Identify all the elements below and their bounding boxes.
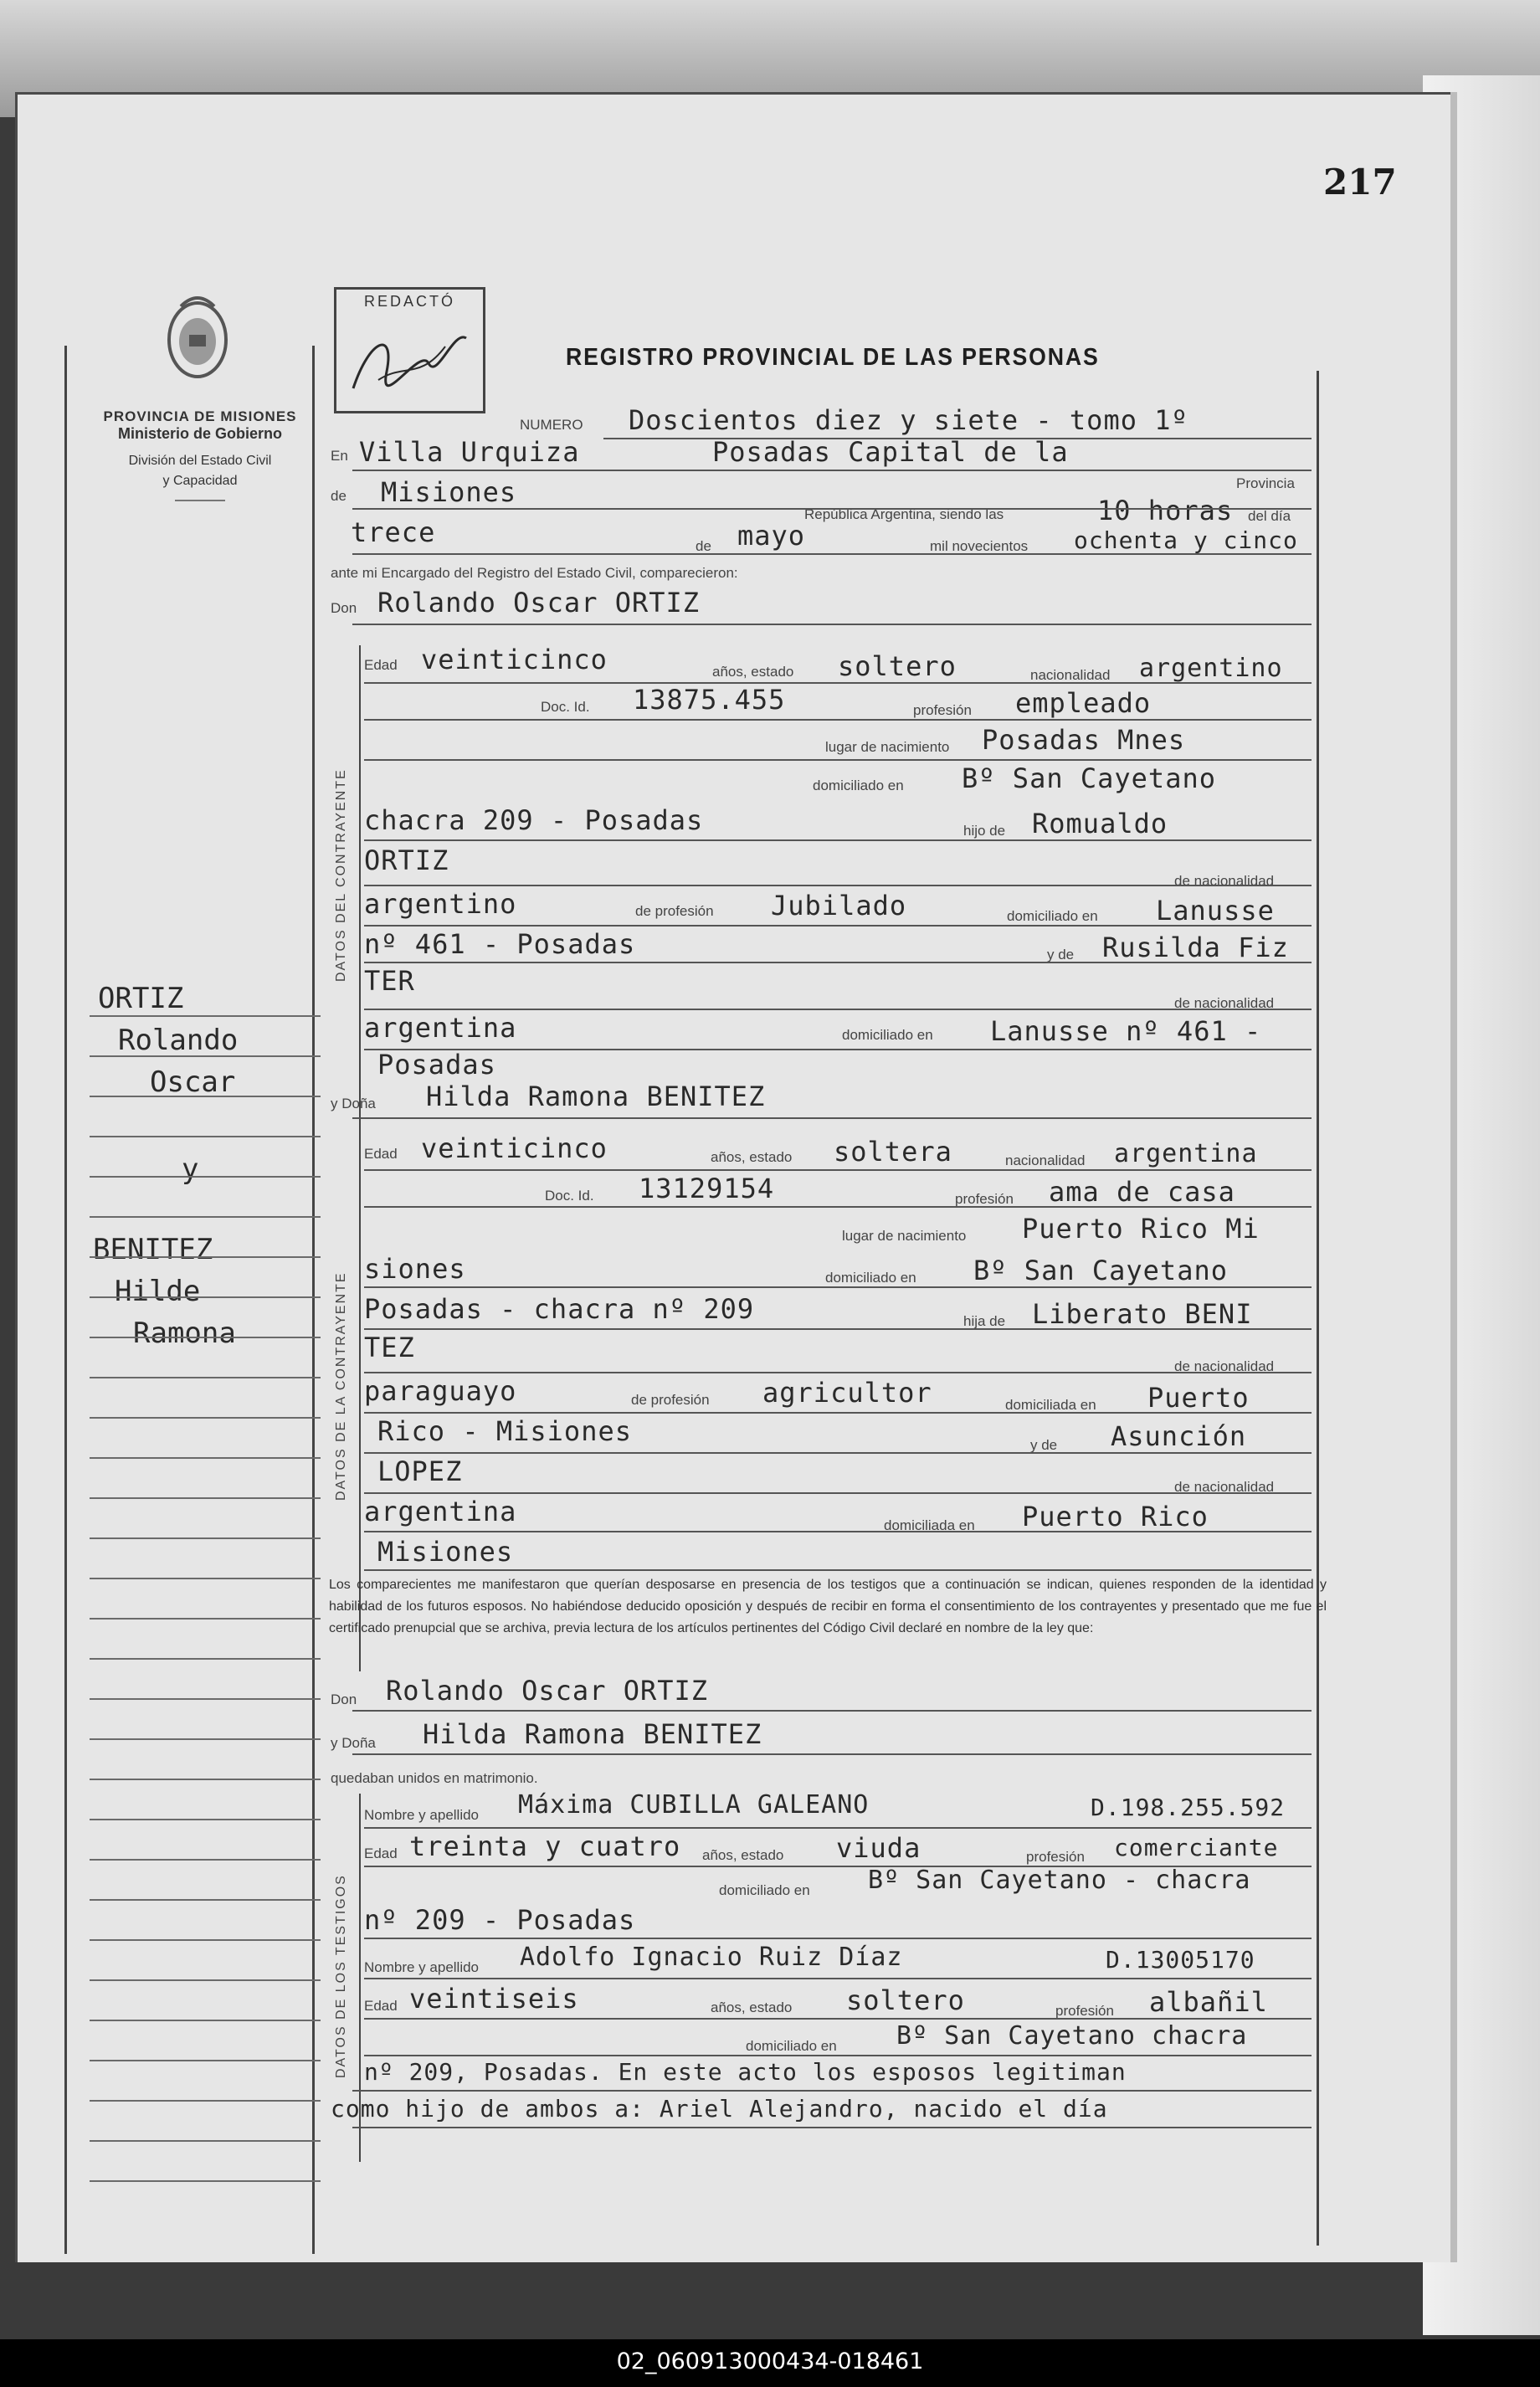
margin-line bbox=[90, 1578, 321, 1579]
label-hijo-de: hijo de bbox=[963, 823, 1006, 839]
label-nombre: Nombre y apellido bbox=[364, 1959, 480, 1975]
margin-line bbox=[90, 2060, 321, 2061]
label-quedaban: quedaban unidos en matrimonio. bbox=[331, 1770, 538, 1786]
label-nombre: Nombre y apellido bbox=[364, 1807, 480, 1823]
redacted-stamp bbox=[334, 287, 485, 413]
line bbox=[364, 1206, 1312, 1208]
label-domiciliado: domiciliado en bbox=[1007, 908, 1098, 924]
issuer-header bbox=[66, 408, 334, 501]
scan-code: 02_060913000434-018461 bbox=[616, 2348, 924, 2374]
field-ciudad: Posadas Capital de la bbox=[712, 436, 1069, 468]
line bbox=[364, 962, 1312, 963]
coat-of-arms-icon bbox=[156, 290, 239, 390]
legal-paragraph: Los comparecientes me manifestaron que querían desposarse en presencia de los testigos que a continuación se indican, quienes responden de la identidad y habilidad de los futuros esposos. No habiéndose deducido oposición y después de recibir en forma el consentimiento de los contrayentes y presentado que me fue el certificado prenupcial que se archiva, previa lectura de los artículos pertinentes del Código Civil declaré en nombre de la ley que: bbox=[329, 1578, 1327, 1635]
line bbox=[352, 1710, 1312, 1712]
margin-line bbox=[90, 1779, 321, 1780]
label-de: de bbox=[331, 488, 346, 504]
label-y-de: y de bbox=[1030, 1437, 1058, 1453]
division-line-1: División del Estado Civil bbox=[128, 454, 272, 468]
witness1-doc: D.198.255.592 bbox=[1091, 1794, 1286, 1821]
label-mil: mil novecientos bbox=[930, 538, 1029, 554]
label-profesion: profesión bbox=[955, 1191, 1014, 1207]
groom-madre-domicilio-1: Lanusse nº 461 - bbox=[990, 1015, 1262, 1047]
witness1-profesion: comerciante bbox=[1114, 1834, 1279, 1861]
groom-padre-nacionalidad: argentino bbox=[364, 888, 517, 920]
witness1-estado: viuda bbox=[836, 1832, 921, 1864]
line bbox=[364, 1009, 1312, 1010]
line bbox=[352, 470, 1312, 471]
witness2-doc: D.13005170 bbox=[1106, 1946, 1255, 1974]
groom-madre-nacionalidad: argentina bbox=[364, 1012, 517, 1044]
label-de-nacionalidad: de nacionalidad bbox=[1174, 1479, 1275, 1495]
line bbox=[364, 1049, 1312, 1050]
margin-line bbox=[90, 1497, 321, 1499]
margin-name-bride-1: Hilde bbox=[115, 1275, 201, 1308]
margin-line bbox=[90, 1537, 321, 1539]
label-anios: años, estado bbox=[712, 664, 794, 680]
margin-line bbox=[90, 1337, 321, 1338]
label-y-de: y de bbox=[1047, 947, 1075, 963]
margin-line bbox=[90, 1055, 321, 1057]
bride-madre-nacionalidad: argentina bbox=[364, 1496, 517, 1527]
label-de-nacionalidad: de nacionalidad bbox=[1174, 873, 1275, 889]
witness1-nombre: Máxima CUBILLA GALEANO bbox=[518, 1790, 870, 1820]
bride-padre-domicilio-1: Puerto bbox=[1147, 1382, 1250, 1414]
margin-line bbox=[90, 2020, 321, 2021]
label-domiciliado: domiciliado en bbox=[813, 778, 904, 793]
groom-madre: Rusilda Fiz bbox=[1102, 932, 1289, 963]
groom-edad: veinticinco bbox=[421, 644, 608, 675]
field-numero: Doscientos diez y siete - tomo 1º bbox=[629, 404, 1188, 436]
witness2-estado: soltero bbox=[846, 1984, 965, 2016]
margin-line bbox=[90, 1296, 321, 1298]
witness-section-label: DATOS DE LOS TESTIGOS bbox=[334, 1874, 348, 2078]
declaration-dona: Hilda Ramona BENITEZ bbox=[423, 1718, 762, 1750]
right-column-rule bbox=[1317, 371, 1319, 2246]
margin-line bbox=[90, 2100, 321, 2102]
line bbox=[364, 759, 1312, 761]
bride-estado: soltera bbox=[834, 1136, 952, 1168]
bride-madre: Asunción bbox=[1111, 1420, 1247, 1452]
groom-domicilio-2: chacra 209 - Posadas bbox=[364, 804, 704, 836]
division-line-2: y Capacidad bbox=[162, 474, 238, 488]
groom-profesion: empleado bbox=[1015, 687, 1152, 719]
line bbox=[364, 1452, 1312, 1454]
line bbox=[364, 1286, 1312, 1288]
margin-name-groom-2: Oscar bbox=[150, 1065, 236, 1099]
margin-line bbox=[90, 1698, 321, 1700]
label-anios: años, estado bbox=[711, 1999, 793, 2015]
label-lugar: lugar de nacimiento bbox=[825, 739, 950, 755]
label-nacionalidad: nacionalidad bbox=[1030, 667, 1111, 683]
line bbox=[364, 719, 1312, 721]
groom-padre-domicilio-2: nº 461 - Posadas bbox=[364, 928, 636, 960]
label-don: Don bbox=[331, 1691, 357, 1707]
bride-padre: Liberato BENI bbox=[1032, 1298, 1253, 1330]
margin-line bbox=[90, 2180, 321, 2182]
bride-nacionalidad: argentina bbox=[1114, 1139, 1258, 1168]
label-profesion: profesión bbox=[913, 702, 972, 718]
label-y-dona: y Doña bbox=[331, 1735, 376, 1751]
margin-line bbox=[90, 1377, 321, 1378]
margin-line bbox=[90, 2140, 321, 2142]
line bbox=[364, 1938, 1312, 1939]
label-de-nacionalidad: de nacionalidad bbox=[1174, 1358, 1275, 1374]
margin-line bbox=[90, 1618, 321, 1620]
page-number: 217 bbox=[1323, 162, 1397, 203]
groom-section-label: DATOS DEL CONTRAYENTE bbox=[334, 768, 348, 982]
left-margin-rule bbox=[64, 346, 67, 2254]
label-profesion: profesión bbox=[1026, 1849, 1085, 1865]
label-domiciliada: domiciliada en bbox=[884, 1517, 975, 1533]
province-name: PROVINCIA DE MISIONES bbox=[103, 408, 297, 424]
groom-padre-domicilio-1: Lanusse bbox=[1156, 895, 1275, 927]
line bbox=[364, 1569, 1312, 1571]
margin-surname-groom: ORTIZ bbox=[98, 982, 184, 1015]
groom-estado: soltero bbox=[838, 650, 957, 682]
line bbox=[364, 1531, 1312, 1532]
bride-padre-apellido: TEZ bbox=[364, 1332, 415, 1363]
witness1-domicilio-2: nº 209 - Posadas bbox=[364, 1904, 636, 1936]
margin-line bbox=[90, 1015, 321, 1017]
bride-padre-profesion: agricultor bbox=[762, 1377, 932, 1409]
label-edad: Edad bbox=[364, 1845, 398, 1861]
signature-icon bbox=[345, 313, 475, 401]
label-republica: República Argentina, siendo las bbox=[804, 506, 1004, 522]
line bbox=[352, 624, 1312, 625]
groom-padre: Romualdo bbox=[1032, 808, 1168, 839]
field-anio: ochenta y cinco bbox=[1074, 526, 1298, 554]
witness2-domicilio-3: como hijo de ambos a: Ariel Alejandro, nacido el día bbox=[331, 2095, 1108, 2123]
label-provincia: Provincia bbox=[1236, 475, 1295, 491]
line bbox=[364, 2055, 1312, 2056]
label-de-mes: de bbox=[696, 538, 711, 554]
groom-lugar: Posadas Mnes bbox=[982, 724, 1186, 756]
label-doc: Doc. Id. bbox=[545, 1188, 594, 1204]
groom-nacionalidad: argentino bbox=[1139, 654, 1283, 683]
bride-domicilio-1: Bº San Cayetano bbox=[973, 1255, 1228, 1286]
witness2-domicilio-1: Bº San Cayetano chacra bbox=[896, 2021, 1248, 2051]
bride-lugar: Puerto Rico Mi bbox=[1022, 1213, 1260, 1245]
label-de-nacionalidad: de nacionalidad bbox=[1174, 995, 1275, 1011]
bride-domicilio-2: Posadas - chacra nº 209 bbox=[364, 1293, 755, 1325]
label-don: Don bbox=[331, 600, 357, 616]
label-de-profesion: de profesión bbox=[635, 903, 714, 919]
line bbox=[352, 508, 1312, 510]
margin-line bbox=[90, 1176, 321, 1178]
label-en: En bbox=[331, 448, 348, 464]
label-domiciliado: domiciliado en bbox=[746, 2038, 837, 2054]
bride-lugar-2: siones bbox=[364, 1253, 466, 1285]
bride-edad: veinticinco bbox=[421, 1132, 608, 1164]
label-lugar: lugar de nacimiento bbox=[842, 1228, 967, 1244]
groom-section-rule bbox=[359, 645, 361, 1164]
bride-section-label: DATOS DE LA CONTRAYENTE bbox=[334, 1271, 348, 1501]
field-mes: mayo bbox=[737, 520, 806, 552]
label-numero: NUMERO bbox=[520, 417, 583, 433]
groom-padre-profesion: Jubilado bbox=[771, 890, 907, 921]
margin-line bbox=[90, 1899, 321, 1901]
margin-line bbox=[90, 1096, 321, 1097]
line bbox=[364, 682, 1312, 684]
margin-line bbox=[90, 1417, 321, 1419]
label-y-dona: y Doña bbox=[331, 1096, 376, 1111]
label-anios: años, estado bbox=[702, 1847, 784, 1863]
margin-line bbox=[90, 1939, 321, 1941]
label-del-dia: del día bbox=[1248, 508, 1291, 524]
margin-line bbox=[90, 1979, 321, 1981]
declaration-don: Rolando Oscar ORTIZ bbox=[386, 1675, 709, 1707]
label-domiciliado: domiciliado en bbox=[825, 1270, 916, 1286]
margin-surname-bride: BENITEZ bbox=[93, 1233, 213, 1266]
label-edad: Edad bbox=[364, 1146, 398, 1162]
witness2-nombre: Adolfo Ignacio Ruiz Díaz bbox=[520, 1943, 903, 1972]
stamp-label: REDACTÓ bbox=[363, 293, 455, 310]
label-profesion: profesión bbox=[1055, 2003, 1114, 2019]
groom-madre-apellido: TER bbox=[364, 965, 415, 997]
witness2-edad: veintiseis bbox=[409, 1983, 579, 2015]
label-domiciliado: domiciliado en bbox=[719, 1882, 810, 1898]
line bbox=[364, 1372, 1312, 1373]
ministry-name: Ministerio de Gobierno bbox=[117, 425, 282, 442]
field-don: Rolando Oscar ORTIZ bbox=[377, 587, 701, 619]
margin-name-bride-2: Ramona bbox=[133, 1317, 236, 1350]
label-ante: ante mi Encargado del Registro del Estado Civil, comparecieron: bbox=[331, 565, 738, 581]
line bbox=[364, 839, 1312, 841]
header-divider bbox=[175, 500, 225, 501]
line bbox=[352, 2127, 1312, 2128]
bride-padre-domicilio-2: Rico - Misiones bbox=[377, 1415, 632, 1447]
line bbox=[364, 925, 1312, 927]
margin-line bbox=[90, 1256, 321, 1258]
label-domiciliado: domiciliado en bbox=[842, 1027, 933, 1043]
bride-doc: 13129154 bbox=[639, 1173, 775, 1204]
label-doc: Doc. Id. bbox=[541, 699, 590, 715]
line bbox=[364, 1827, 1312, 1829]
groom-madre-domicilio-2: Posadas bbox=[377, 1049, 496, 1081]
bride-profesion: ama de casa bbox=[1049, 1176, 1235, 1208]
line bbox=[364, 1412, 1312, 1414]
bride-madre-apellido: LOPEZ bbox=[377, 1455, 463, 1487]
line bbox=[352, 1753, 1312, 1755]
margin-line bbox=[90, 1216, 321, 1218]
line bbox=[364, 1492, 1312, 1494]
margin-line bbox=[90, 1819, 321, 1820]
margin-conjunction: y bbox=[182, 1152, 199, 1186]
bride-nombre: Hilda Ramona BENITEZ bbox=[426, 1081, 766, 1112]
field-lugar: Villa Urquiza bbox=[359, 436, 580, 468]
register-page bbox=[15, 92, 1450, 2262]
witness1-edad: treinta y cuatro bbox=[409, 1830, 681, 1862]
field-dia: trece bbox=[351, 516, 436, 548]
line bbox=[364, 1978, 1312, 1979]
margin-line bbox=[90, 1859, 321, 1861]
margin-column-rule bbox=[312, 346, 315, 2254]
witness1-domicilio-1: Bº San Cayetano - chacra bbox=[868, 1866, 1251, 1895]
line bbox=[364, 2018, 1312, 2020]
label-edad: Edad bbox=[364, 1998, 398, 2014]
document-title: REGISTRO PROVINCIAL DE LAS PERSONAS bbox=[566, 344, 1100, 371]
field-provincia: Misiones bbox=[381, 476, 517, 508]
label-de-profesion: de profesión bbox=[631, 1392, 710, 1408]
witness2-domicilio-2: nº 209, Posadas. En este acto los esposos legitiman bbox=[364, 2058, 1127, 2086]
label-anios: años, estado bbox=[711, 1149, 793, 1165]
margin-line bbox=[90, 1457, 321, 1459]
line bbox=[352, 553, 1312, 555]
margin-line bbox=[90, 1136, 321, 1137]
witness2-profesion: albañil bbox=[1149, 1986, 1268, 2018]
groom-domicilio-1: Bº San Cayetano bbox=[962, 762, 1216, 794]
line bbox=[352, 1117, 1312, 1119]
field-horas: 10 horas bbox=[1097, 495, 1234, 526]
line bbox=[364, 1328, 1312, 1330]
label-hija-de: hija de bbox=[963, 1313, 1006, 1329]
margin-line bbox=[90, 1658, 321, 1660]
bride-padre-nacionalidad: paraguayo bbox=[364, 1375, 517, 1407]
groom-padre-apellido: ORTIZ bbox=[364, 844, 449, 876]
bride-madre-domicilio-1: Puerto Rico bbox=[1022, 1501, 1209, 1532]
groom-doc: 13875.455 bbox=[633, 684, 786, 716]
label-edad: Edad bbox=[364, 657, 398, 673]
margin-name-groom-1: Rolando bbox=[118, 1024, 239, 1057]
line bbox=[364, 885, 1312, 886]
line bbox=[352, 2090, 1312, 2092]
label-nacionalidad: nacionalidad bbox=[1005, 1152, 1086, 1168]
margin-line bbox=[90, 1738, 321, 1740]
line bbox=[364, 1169, 1312, 1171]
bride-madre-domicilio-2: Misiones bbox=[377, 1536, 514, 1568]
label-domiciliada: domiciliada en bbox=[1005, 1397, 1096, 1413]
